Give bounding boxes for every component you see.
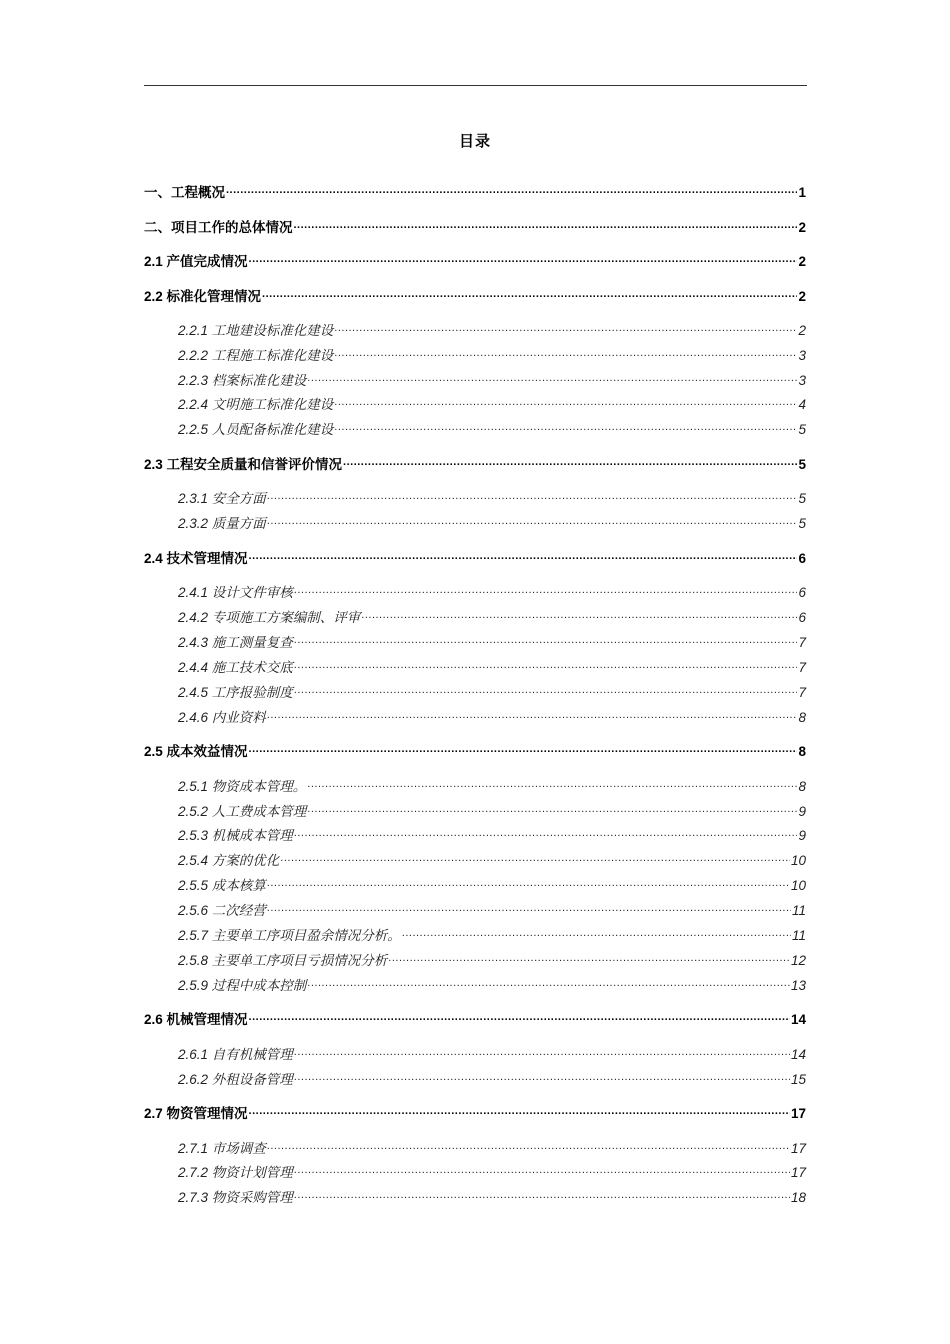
toc-dot-leader [294,1064,790,1084]
toc-entry-page: 3 [798,348,806,363]
toc-entry-page: 18 [790,1190,806,1205]
toc-entry-label: 2.2.4 文明施工标准化建设 [178,397,334,412]
toc-entry[interactable] [178,1039,806,1062]
toc-entry[interactable] [144,1098,806,1121]
toc-entry-label: 2.2.2 工程施工标准化建设 [178,348,334,363]
toc-entry[interactable] [178,1157,806,1180]
toc-entry[interactable] [178,870,806,893]
toc-entry-page: 5 [798,457,806,472]
toc-entry[interactable] [178,389,806,412]
toc-entry-label: 2.5.8 主要单工序项目亏损情况分析 [178,953,388,968]
toc-entry-page: 17 [790,1165,806,1180]
toc-entry[interactable] [178,1133,806,1156]
toc-entry[interactable] [178,796,806,819]
toc-dot-leader [294,677,798,697]
toc-entry-page: 9 [798,804,806,819]
toc-entry[interactable] [178,1064,806,1087]
toc-dot-leader [226,177,797,197]
toc-dot-leader [267,1133,790,1153]
toc-entry-page: 1 [798,185,806,200]
toc-dot-leader [294,627,798,647]
toc-dot-leader [388,945,790,965]
toc-entry-page: 8 [798,710,806,725]
toc-entry-page: 8 [798,779,806,794]
toc-entry-label: 2.7.3 物资采购管理 [178,1190,293,1205]
toc-entry-label: 2.6 机械管理情况 [144,1012,248,1027]
toc-entry[interactable] [178,845,806,868]
toc-entry-label: 2.4.1 设计文件审核 [178,585,293,600]
toc-dot-leader [402,920,791,940]
toc-entry-page: 5 [798,422,806,437]
toc-entry-page: 3 [798,373,806,388]
toc-dot-leader [249,543,798,563]
toc-entry[interactable] [144,212,806,235]
toc-entry-label: 2.3 工程安全质量和信誉评价情况 [144,457,343,472]
toc-entry[interactable] [144,281,806,304]
toc-dot-leader [249,736,798,756]
toc-entry[interactable] [144,1004,806,1027]
toc-dot-leader [334,389,797,409]
toc-entry-label: 2.5.5 成本核算 [178,878,266,893]
toc-entry-label: 2.5.6 二次经营 [178,903,266,918]
toc-entry-label: 2.6.2 外租设备管理 [178,1072,293,1087]
toc-entry[interactable] [178,315,806,338]
toc-dot-leader [307,771,797,791]
toc-entry[interactable] [178,627,806,650]
toc-dot-leader [307,365,797,385]
toc-entry[interactable] [178,970,806,993]
toc-dot-leader [294,1182,790,1202]
toc-dot-leader [361,602,797,622]
toc-entry[interactable] [178,340,806,363]
toc-entry[interactable] [178,483,806,506]
toc-entry[interactable] [178,920,806,943]
header-rule [144,85,807,86]
toc-entry[interactable] [178,1182,806,1205]
toc-entry-page: 10 [790,878,806,893]
toc-dot-leader [294,212,798,232]
toc-entry-label: 2.4 技术管理情况 [144,551,248,566]
toc-entry-label: 二、项目工作的总体情况 [144,220,293,235]
toc-dot-leader [294,1039,790,1059]
toc-dot-leader [294,1157,790,1177]
toc-entry[interactable] [178,945,806,968]
toc-entry-page: 14 [790,1047,806,1062]
toc-dot-leader [334,340,797,360]
toc-dot-leader [249,1004,790,1024]
toc-dot-leader [267,870,790,890]
toc-entry-label: 2.7 物资管理情况 [144,1106,248,1121]
toc-entry[interactable] [178,414,806,437]
toc-entry-label: 2.1 产值完成情况 [144,254,248,269]
toc-entry-label: 2.2.5 人员配备标准化建设 [178,422,334,437]
toc-dot-leader [267,895,791,915]
toc-entry-page: 14 [790,1012,806,1027]
toc-dot-leader [280,845,790,865]
toc-dot-leader [249,246,798,266]
toc-entry-label: 2.7.2 物资计划管理 [178,1165,293,1180]
toc-entry-label: 2.5.7 主要单工序项目盈余情况分析。 [178,928,401,943]
toc-entry-page: 12 [790,953,806,968]
toc-entry[interactable] [144,736,806,759]
toc-dot-leader [334,315,797,335]
toc-entry-page: 17 [790,1141,806,1156]
toc-entry-page: 10 [790,853,806,868]
toc-entry[interactable] [144,543,806,566]
toc-entry-page: 13 [790,978,806,993]
toc-entry-page: 15 [790,1072,806,1087]
toc-entry-page: 2 [798,289,806,304]
toc-dot-leader [294,577,798,597]
toc-entry[interactable] [178,771,806,794]
toc-dot-leader [307,796,797,816]
toc-dot-leader [294,820,798,840]
toc-entry[interactable] [178,677,806,700]
toc-entry-label: 2.3.1 安全方面 [178,491,266,506]
toc-entry-label: 2.2 标准化管理情况 [144,289,262,304]
toc-entry-label: 2.4.6 内业资料 [178,710,266,725]
toc-entry[interactable] [178,820,806,843]
toc-dot-leader [343,449,797,469]
toc-entry[interactable] [178,702,806,725]
toc-dot-leader [294,652,798,672]
toc-dot-leader [267,508,798,528]
toc-title: 目录 [458,133,491,150]
toc-entry-page: 2 [798,220,806,235]
toc-entry-page: 9 [798,828,806,843]
toc-dot-leader [249,1098,790,1118]
toc-entry-label: 2.6.1 自有机械管理 [178,1047,293,1062]
toc-entry-label: 2.4.4 施工技术交底 [178,660,293,675]
toc-entry-label: 2.5.9 过程中成本控制 [178,978,307,993]
toc-entry-label: 2.5.2 人工费成本管理 [178,804,307,819]
toc-entry-page: 7 [798,660,806,675]
toc-entry-page: 11 [791,903,806,918]
toc-entry-label: 2.5.4 方案的优化 [178,853,280,868]
toc-entry-label: 2.5 成本效益情况 [144,744,248,759]
toc-entry-page: 2 [798,323,806,338]
toc-entry-page: 7 [798,635,806,650]
toc-dot-leader [334,414,797,434]
toc-entry-label: 2.2.1 工地建设标准化建设 [178,323,334,338]
toc-entry-page: 5 [798,516,806,531]
toc-dot-leader [307,970,790,990]
toc-entry-page: 6 [798,585,806,600]
toc-entry-label: 一、工程概况 [144,185,225,200]
toc-entry-label: 2.3.2 质量方面 [178,516,266,531]
toc-entry[interactable] [178,508,806,531]
toc-entry-page: 11 [791,928,806,943]
toc-entry-page: 2 [798,254,806,269]
toc-entry-page: 7 [798,685,806,700]
toc-dot-leader [267,483,798,503]
toc-entry-page: 6 [798,610,806,625]
toc-entry[interactable] [178,652,806,675]
toc-entry-label: 2.4.2 专项施工方案编制、评审 [178,610,361,625]
toc-entry-page: 4 [798,397,806,412]
toc-entry[interactable] [144,449,806,472]
toc-entry-label: 2.2.3 档案标准化建设 [178,373,307,388]
toc-entry[interactable] [178,577,806,600]
toc-dot-leader [262,281,797,301]
toc-entry[interactable] [178,602,806,625]
toc-entry-page: 17 [790,1106,806,1121]
toc-entry-page: 8 [798,744,806,759]
toc-entry-label: 2.7.1 市场调查 [178,1141,266,1156]
toc-entry-label: 2.4.5 工序报验制度 [178,685,293,700]
toc-entry-label: 2.5.3 机械成本管理 [178,828,293,843]
toc-entry[interactable] [178,895,806,918]
toc-entry-page: 6 [798,551,806,566]
toc-entry[interactable] [178,365,806,388]
toc-dot-leader [267,702,798,722]
toc-entry[interactable] [144,177,806,200]
toc-entry-label: 2.5.1 物资成本管理。 [178,779,307,794]
toc-entry-label: 2.4.3 施工测量复查 [178,635,293,650]
toc-entry-page: 5 [798,491,806,506]
toc-entry[interactable] [144,246,806,269]
